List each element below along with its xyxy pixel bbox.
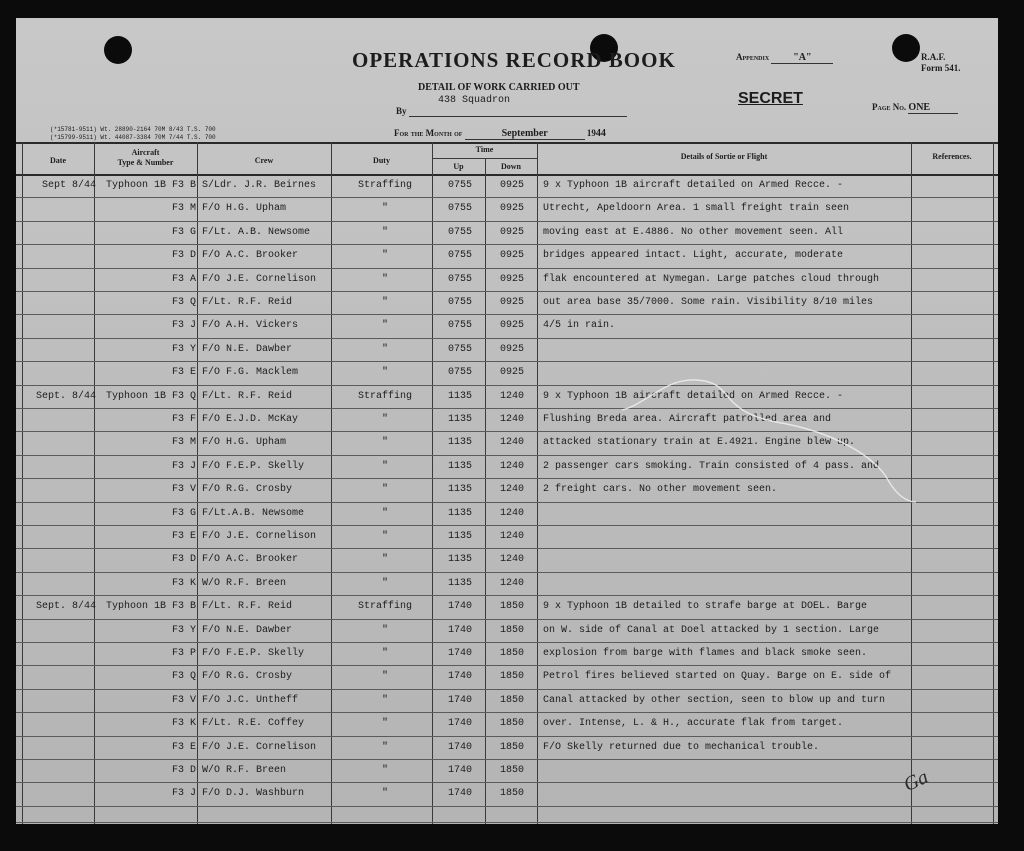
row-crew: F/O E.J.D. McKay bbox=[202, 414, 299, 425]
row-crew: F/Lt. A.B. Newsome bbox=[202, 226, 311, 238]
row-duty: " bbox=[381, 741, 388, 753]
col-crew: Crew bbox=[254, 156, 274, 165]
detail-line: over. Intense, L. & H., accurate flak from target. bbox=[543, 718, 844, 730]
row-down: 1240 bbox=[499, 460, 524, 472]
detail-line: explosion from barge with flames and black smoke seen. bbox=[543, 648, 868, 659]
page-value: ONE bbox=[908, 102, 958, 114]
row-duty: " bbox=[381, 765, 388, 776]
row-up: 0755 bbox=[447, 203, 472, 215]
col-down: Down bbox=[500, 162, 521, 171]
form-line-2: Form 541. bbox=[921, 63, 961, 73]
detail-line: 9 x Typhoon 1B aircraft detailed on Armed Recce. - bbox=[543, 390, 844, 402]
col-references: References. bbox=[932, 152, 972, 161]
row-crew: F/O N.E. Dawber bbox=[202, 343, 293, 355]
row-down: 1240 bbox=[499, 507, 524, 519]
row-duty: " bbox=[381, 531, 388, 542]
col-aircraft-line-1: Aircraft bbox=[131, 148, 160, 157]
row-duty: " bbox=[381, 694, 388, 706]
form-line-1: R.A.F. bbox=[921, 52, 946, 62]
row-crew: F/O A.C. Brooker bbox=[202, 554, 299, 566]
row-down: 0925 bbox=[499, 367, 524, 379]
row-duty: " bbox=[381, 226, 388, 238]
row-crew: F/O A.C. Brooker bbox=[202, 250, 299, 262]
month-value: September bbox=[465, 128, 585, 140]
row-down: 1240 bbox=[499, 531, 524, 542]
row-crew: F/O J.C. Untheff bbox=[202, 694, 299, 706]
row-up: 1135 bbox=[447, 531, 472, 542]
row-aircraft: F3 G bbox=[171, 226, 196, 238]
row-down: 1240 bbox=[499, 577, 524, 589]
row-duty: " bbox=[381, 343, 388, 355]
row-duty: " bbox=[381, 718, 388, 730]
film-scratch bbox=[16, 18, 998, 824]
row-duty: Straffing bbox=[357, 390, 412, 402]
row-down: 1850 bbox=[499, 765, 524, 776]
row-crew: S/Ldr. J.R. Beirnes bbox=[202, 180, 317, 191]
row-down: 0925 bbox=[499, 297, 524, 308]
printer-line-1: (*15781-9511) Wt. 28890-2164 70M 8/43 T.S. 700 bbox=[50, 126, 216, 133]
row-aircraft: F3 M bbox=[171, 437, 196, 449]
row-crew: F/O H.G. Upham bbox=[202, 437, 287, 449]
detail-line: 4/5 in rain. bbox=[543, 320, 616, 332]
row-up: 1740 bbox=[447, 765, 472, 776]
row-crew: F/O F.E.P. Skelly bbox=[202, 648, 305, 659]
row-crew: F/O J.E. Cornelison bbox=[202, 273, 317, 285]
by-label: By bbox=[396, 106, 407, 116]
row-down: 1850 bbox=[499, 788, 524, 800]
row-aircraft: F3 D bbox=[171, 554, 196, 566]
row-crew: F/Lt. R.F. Reid bbox=[202, 601, 293, 613]
detail-line: 9 x Typhoon 1B detailed to strafe barge at DOEL. Barge bbox=[543, 601, 868, 613]
col-duty: Duty bbox=[373, 156, 390, 165]
row-duty: " bbox=[381, 273, 388, 285]
detail-line: on W. side of Canal at Doel attacked by 1 section. Large bbox=[543, 624, 880, 636]
record-sheet bbox=[16, 18, 998, 824]
row-aircraft: F3 Y bbox=[171, 624, 196, 636]
detail-line: attacked stationary train at E.4921. Engine blew up. bbox=[543, 437, 856, 449]
row-crew: F/O J.E. Cornelison bbox=[202, 741, 317, 753]
row-down: 0925 bbox=[499, 273, 524, 285]
col-aircraft-line-2: Type & Number bbox=[117, 158, 174, 167]
row-duty: Straffing bbox=[357, 180, 412, 191]
row-duty: " bbox=[381, 507, 388, 519]
row-aircraft: F3 E bbox=[171, 367, 196, 379]
row-up: 1135 bbox=[447, 460, 472, 472]
detail-line: Canal attacked by other section, seen to blow up and turn bbox=[543, 694, 886, 706]
row-up: 1135 bbox=[447, 507, 472, 519]
row-down: 1240 bbox=[499, 414, 524, 425]
row-crew: F/Lt. R.F. Reid bbox=[202, 297, 293, 308]
row-up: 1135 bbox=[447, 554, 472, 566]
detail-line: 2 freight cars. No other movement seen. bbox=[543, 484, 778, 496]
row-down: 1850 bbox=[499, 671, 524, 683]
detail-label: DETAIL OF WORK CARRIED OUT bbox=[418, 82, 580, 93]
detail-line: moving east at E.4886. No other movement seen. All bbox=[543, 226, 844, 238]
row-aircraft: F3 G bbox=[171, 507, 196, 519]
row-down: 0925 bbox=[499, 180, 524, 191]
row-date: Sept. 8/44 bbox=[35, 390, 96, 402]
row-up: 1740 bbox=[447, 601, 472, 613]
row-down: 1850 bbox=[499, 601, 524, 613]
row-aircraft: F3 E bbox=[171, 741, 196, 753]
row-aircraft: F3 Q bbox=[171, 297, 196, 308]
row-duty: " bbox=[381, 671, 388, 683]
row-duty: " bbox=[381, 203, 388, 215]
row-duty: " bbox=[381, 437, 388, 449]
row-duty: Straffing bbox=[357, 601, 412, 613]
row-crew: F/O J.E. Cornelison bbox=[202, 531, 317, 542]
row-duty: " bbox=[381, 554, 388, 566]
row-aircraft: F3 D bbox=[171, 250, 196, 262]
row-crew: F/Lt.A.B. Newsome bbox=[202, 507, 305, 519]
row-duty: " bbox=[381, 577, 388, 589]
row-up: 1135 bbox=[447, 484, 472, 496]
row-duty: " bbox=[381, 414, 388, 425]
row-aircraft: F3 D bbox=[171, 765, 196, 776]
row-duty: " bbox=[381, 250, 388, 262]
row-up: 0755 bbox=[447, 367, 472, 379]
row-down: 1240 bbox=[499, 437, 524, 449]
row-up: 1135 bbox=[447, 577, 472, 589]
row-up: 0755 bbox=[447, 297, 472, 308]
row-up: 1740 bbox=[447, 648, 472, 659]
row-aircraft: F3 Q bbox=[171, 671, 196, 683]
page-title: OPERATIONS RECORD BOOK bbox=[352, 48, 676, 72]
secret-stamp: SECRET bbox=[738, 90, 803, 107]
row-up: 0755 bbox=[447, 180, 472, 191]
detail-line: Utrecht, Apeldoorn Area. 1 small freight train seen bbox=[543, 203, 850, 215]
row-aircraft: F3 K bbox=[171, 577, 196, 589]
row-duty: " bbox=[381, 648, 388, 659]
row-up: 1740 bbox=[447, 718, 472, 730]
row-down: 1850 bbox=[499, 741, 524, 753]
row-up: 1135 bbox=[447, 390, 472, 402]
row-up: 0755 bbox=[447, 320, 472, 332]
row-duty: " bbox=[381, 320, 388, 332]
row-up: 1135 bbox=[447, 414, 472, 425]
detail-line: 2 passenger cars smoking. Train consisted of 4 pass. and bbox=[543, 460, 880, 472]
row-crew: F/O F.E.P. Skelly bbox=[202, 460, 305, 472]
row-crew: W/O R.F. Breen bbox=[202, 765, 287, 776]
squadron-name: 438 Squadron bbox=[438, 95, 511, 106]
row-aircraft: F3 K bbox=[171, 718, 196, 730]
detail-line: bridges appeared intact. Light, accurate, moderate bbox=[543, 250, 844, 262]
row-up: 1740 bbox=[447, 624, 472, 636]
row-crew: F/Lt. R.F. Reid bbox=[202, 390, 293, 402]
detail-line: Petrol fires believed started on Quay. Barge on E. side of bbox=[543, 671, 892, 683]
row-aircraft: F3 P bbox=[171, 648, 196, 659]
row-up: 0755 bbox=[447, 343, 472, 355]
row-up: 0755 bbox=[447, 226, 472, 238]
row-down: 0925 bbox=[499, 250, 524, 262]
row-aircraft: Typhoon 1B F3 B bbox=[105, 601, 196, 613]
row-down: 1850 bbox=[499, 624, 524, 636]
row-aircraft: F3 F bbox=[171, 414, 196, 425]
row-crew: F/Lt. R.E. Coffey bbox=[202, 718, 305, 730]
row-up: 1740 bbox=[447, 671, 472, 683]
printer-line-2: (*15799-9511) Wt. 44087-3384 70M 7/44 T.S. 700 bbox=[50, 134, 216, 141]
row-duty: " bbox=[381, 484, 388, 496]
detail-line: 9 x Typhoon 1B aircraft detailed on Armed Recce. - bbox=[543, 180, 844, 191]
row-down: 1850 bbox=[499, 694, 524, 706]
col-date: Date bbox=[50, 156, 66, 165]
year-prefix: 19 bbox=[586, 128, 596, 138]
page-label: Page No. bbox=[872, 102, 907, 112]
row-crew: F/O R.G. Crosby bbox=[202, 671, 293, 683]
row-down: 1240 bbox=[499, 484, 524, 496]
row-aircraft: F3 E bbox=[171, 531, 196, 542]
row-up: 0755 bbox=[447, 273, 472, 285]
row-up: 0755 bbox=[447, 250, 472, 262]
col-details: Details of Sortie or Flight bbox=[680, 152, 768, 161]
row-aircraft: Typhoon 1B F3 B bbox=[105, 180, 196, 191]
row-up: 1740 bbox=[447, 788, 472, 800]
row-down: 1240 bbox=[499, 554, 524, 566]
row-aircraft: F3 A bbox=[171, 273, 196, 285]
row-up: 1740 bbox=[447, 741, 472, 753]
signature: Ga bbox=[900, 765, 932, 797]
row-down: 0925 bbox=[499, 343, 524, 355]
year-value: 44 bbox=[595, 128, 606, 139]
row-down: 1240 bbox=[499, 390, 524, 402]
row-duty: " bbox=[381, 460, 388, 472]
row-crew: W/O R.F. Breen bbox=[202, 577, 287, 589]
row-crew: F/O A.H. Vickers bbox=[202, 320, 299, 332]
row-duty: " bbox=[381, 367, 388, 379]
row-crew: F/O F.G. Macklem bbox=[202, 367, 299, 379]
row-aircraft: F3 V bbox=[171, 694, 196, 706]
appendix-value: "A" bbox=[771, 52, 833, 64]
row-aircraft: Typhoon 1B F3 Q bbox=[105, 390, 196, 402]
row-crew: F/O H.G. Upham bbox=[202, 203, 287, 215]
row-down: 1850 bbox=[499, 648, 524, 659]
row-aircraft: F3 J bbox=[171, 320, 196, 332]
row-aircraft: F3 V bbox=[171, 484, 196, 496]
row-duty: " bbox=[381, 624, 388, 636]
row-up: 1135 bbox=[447, 437, 472, 449]
row-aircraft: F3 Y bbox=[171, 343, 196, 355]
col-up: Up bbox=[453, 162, 464, 171]
row-crew: F/O N.E. Dawber bbox=[202, 624, 293, 636]
row-up: 1740 bbox=[447, 694, 472, 706]
appendix-label: Appendix bbox=[736, 52, 770, 62]
row-aircraft: F3 J bbox=[171, 460, 196, 472]
detail-line: F/O Skelly returned due to mechanical trouble. bbox=[543, 741, 820, 753]
row-date: Sept 8/44 bbox=[41, 180, 96, 191]
row-down: 0925 bbox=[499, 203, 524, 215]
col-time: Time bbox=[475, 145, 494, 154]
row-aircraft: F3 J bbox=[171, 788, 196, 800]
row-date: Sept. 8/44 bbox=[35, 601, 96, 613]
row-duty: " bbox=[381, 788, 388, 800]
row-down: 1850 bbox=[499, 718, 524, 730]
detail-line: Flushing Breda area. Aircraft patrolled area and bbox=[543, 414, 832, 425]
row-crew: F/O R.G. Crosby bbox=[202, 484, 293, 496]
row-crew: F/O D.J. Washburn bbox=[202, 788, 305, 800]
row-duty: " bbox=[381, 297, 388, 308]
detail-line: flak encountered at Nymegan. Large patches cloud through bbox=[543, 273, 880, 285]
row-aircraft: F3 M bbox=[171, 203, 196, 215]
row-down: 0925 bbox=[499, 320, 524, 332]
row-down: 0925 bbox=[499, 226, 524, 238]
month-label: For the Month of bbox=[394, 128, 463, 138]
detail-line: out area base 35/7000. Some rain. Visibility 8/10 miles bbox=[543, 297, 874, 308]
